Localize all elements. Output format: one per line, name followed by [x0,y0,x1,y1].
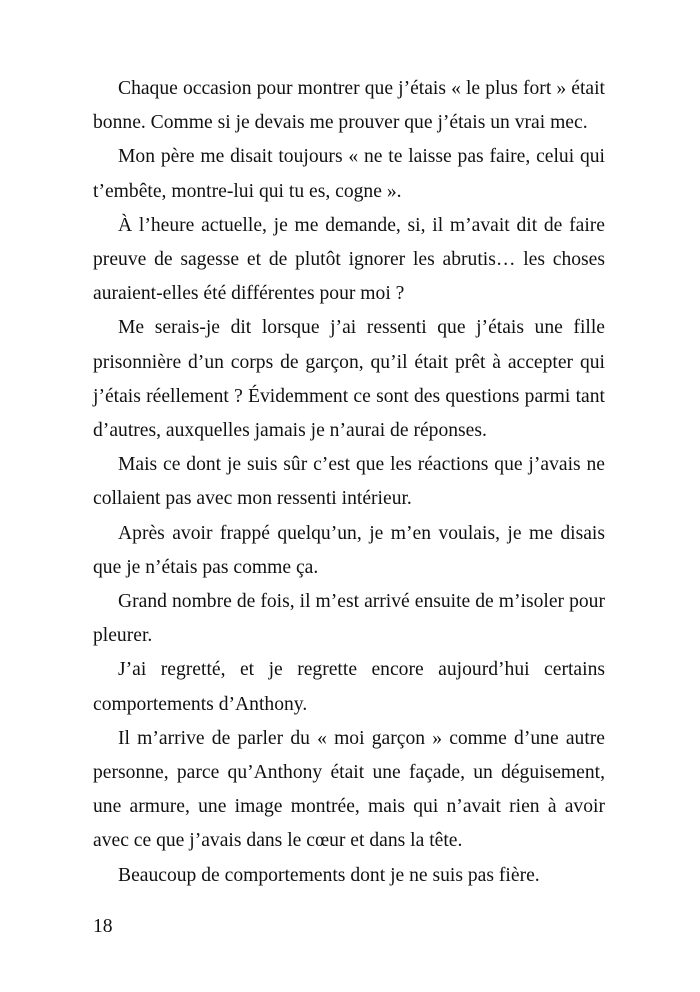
page-number: 18 [93,916,113,937]
paragraph: Beaucoup de comportements dont je ne suis pas fière. [118,864,540,886]
paragraph: Mais ce dont je suis sûr c’est que les réactions que j’avais ne collaient pas avec mon ressenti intérieur. [93,454,605,510]
paragraph: Chaque occasion pour montrer que j’étais « le plus fort » était bonne. Comme si je devais me prouver que j’étais un vrai mec. [93,78,605,134]
paragraph: Mon père me disait toujours « ne te laisse pas faire, celui qui t’embête, montre-lui qui tu es, cogne ». [93,146,605,202]
paragraph: Il m’arrive de parler du « moi garçon » comme d’une autre personne, parce qu’Anthony était une façade, un déguisement, une armure, une image montrée, mais qui n’avait rien à avoir avec ce que j’avais dans le cœur et dans la tête. [93,727,605,852]
paragraph: Grand nombre de fois, il m’est arrivé ensuite de m’isoler pour pleurer. [93,591,605,647]
paragraph: J’ai regretté, et je regrette encore aujourd’hui certains comportements d’Anthony. [93,659,605,715]
paragraph: Me serais-je dit lorsque j’ai ressenti que j’étais une fille prisonnière d’un corps de garçon, qu’il était prêt à accepter qui j’étais réellement ? Évidemment ce sont des questions parmi tant d’autres, auxquelles jamais je n’aurai de réponses. [93,317,605,442]
text-body [93,72,605,893]
paragraph: À l’heure actuelle, je me demande, si, il m’avait dit de faire preuve de sagesse et de plutôt ignorer les abrutis… les choses auraient-elles été différentes pour moi ? [93,214,605,305]
paragraph: Après avoir frappé quelqu’un, je m’en voulais, je me disais que je n’étais pas comme ça. [93,522,605,578]
